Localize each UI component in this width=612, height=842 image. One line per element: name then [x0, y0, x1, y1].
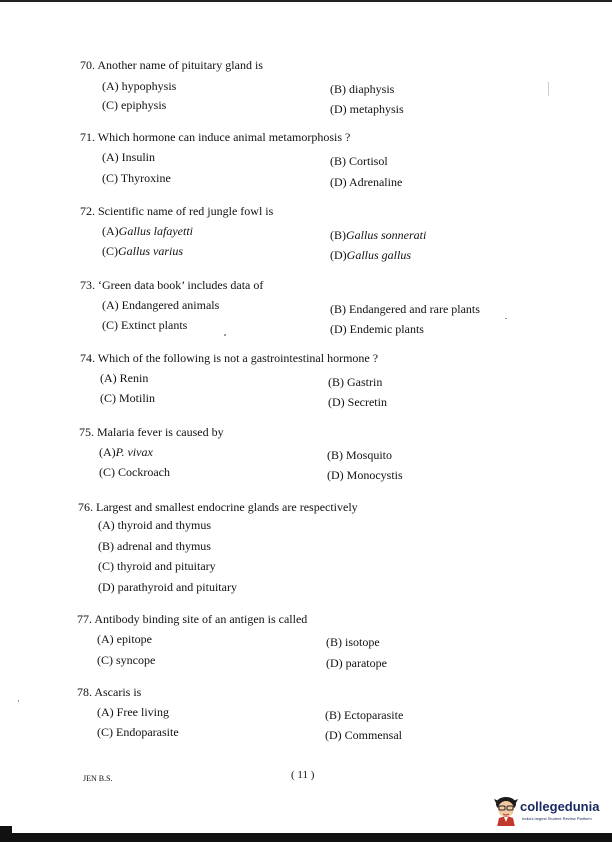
q77-option-b: (B) isotope — [326, 635, 380, 649]
q74-option-a: (A) Renin — [100, 371, 149, 385]
collegedunia-logo — [492, 795, 610, 827]
scan-speck — [505, 318, 507, 319]
q73-option-b: (B) Endangered and rare plants — [330, 302, 480, 316]
q70-option-a: (A) hypophysis — [102, 79, 177, 93]
logo-tagline: India's largest Student Review Platform — [522, 816, 592, 821]
student-mascot-icon — [492, 795, 520, 827]
q72-option-b-name: Gallus sonnerati — [346, 228, 427, 242]
q71-option-a: (A) Insulin — [102, 150, 155, 164]
q73-option-c: (C) Extinct plants — [102, 318, 188, 332]
logo-wordmark: collegedunia — [520, 799, 600, 814]
q73-option-a: (A) Endangered animals — [102, 298, 220, 312]
q70-option-c: (C) epiphysis — [102, 98, 167, 112]
q78-option-b: (B) Ectoparasite — [325, 708, 404, 722]
q75-option-c: (C) Cockroach — [99, 465, 170, 479]
question-73: 73. ‘Green data book’ includes data of — [80, 278, 264, 292]
q72-option-d-name: Gallus gallus — [346, 248, 412, 262]
q78-option-c: (C) Endoparasite — [97, 725, 179, 739]
question-70: 70. Another name of pituitary gland is — [80, 58, 263, 72]
q72-option-a: (A)Gallus lafayetti — [102, 224, 193, 238]
q77-option-d: (D) paratope — [326, 656, 387, 670]
question-76: 76. Largest and smallest endocrine glands are respectively — [78, 500, 358, 514]
q73-option-d: (D) Endemic plants — [330, 322, 424, 336]
q75-option-a: (A)P. vivax — [99, 445, 153, 459]
question-77: 77. Antibody binding site of an antigen is called — [77, 612, 308, 626]
q71-option-c: (C) Thyroxine — [102, 171, 171, 185]
q72-option-a-name: Gallus lafayetti — [118, 224, 193, 238]
question-78: 78. Ascaris is — [77, 685, 142, 699]
q71-option-b: (B) Cortisol — [330, 154, 388, 168]
page-number: ( 11 ) — [291, 769, 315, 781]
question-75: 75. Malaria fever is caused by — [79, 425, 224, 439]
q72-option-c-name: Gallus varius — [118, 244, 184, 258]
q74-option-c: (C) Motilin — [100, 391, 156, 405]
q78-option-d: (D) Commensal — [325, 728, 402, 742]
q76-option-c: (C) thyroid and pituitary — [98, 559, 216, 573]
q72-option-c: (C)Gallus varius — [102, 244, 184, 258]
scan-speck — [548, 82, 549, 96]
question-71: 71. Which hormone can induce animal metamorphosis ? — [80, 130, 351, 144]
q72-option-b: (B)Gallus sonnerati — [330, 228, 427, 242]
bottom-scan-edge — [0, 826, 612, 842]
scan-speck — [18, 700, 19, 702]
q77-option-c: (C) syncope — [97, 653, 156, 667]
scan-speck — [224, 334, 226, 336]
q70-option-b: (B) diaphysis — [330, 82, 395, 96]
q70-option-d: (D) metaphysis — [330, 102, 404, 116]
q76-option-a: (A) thyroid and thymus — [98, 518, 211, 532]
question-74: 74. Which of the following is not a gastrointestinal hormone ? — [80, 351, 379, 365]
top-scan-edge — [0, 0, 612, 2]
question-72: 72. Scientific name of red jungle fowl is — [80, 204, 274, 218]
q77-option-a: (A) epitope — [97, 632, 152, 646]
footer-exam-code: JEN B.S. — [83, 774, 113, 783]
q71-option-d: (D) Adrenaline — [330, 175, 403, 189]
q75-option-d: (D) Monocystis — [327, 468, 403, 482]
q76-option-d: (D) parathyroid and pituitary — [98, 580, 237, 594]
q74-option-d: (D) Secretin — [328, 395, 387, 409]
q78-option-a: (A) Free living — [97, 705, 169, 719]
q75-option-b: (B) Mosquito — [327, 448, 393, 462]
q75-option-a-name: P. vivax — [115, 445, 153, 459]
q76-option-b: (B) adrenal and thymus — [98, 539, 211, 553]
q72-option-d: (D)Gallus gallus — [330, 248, 412, 262]
q74-option-b: (B) Gastrin — [328, 375, 383, 389]
